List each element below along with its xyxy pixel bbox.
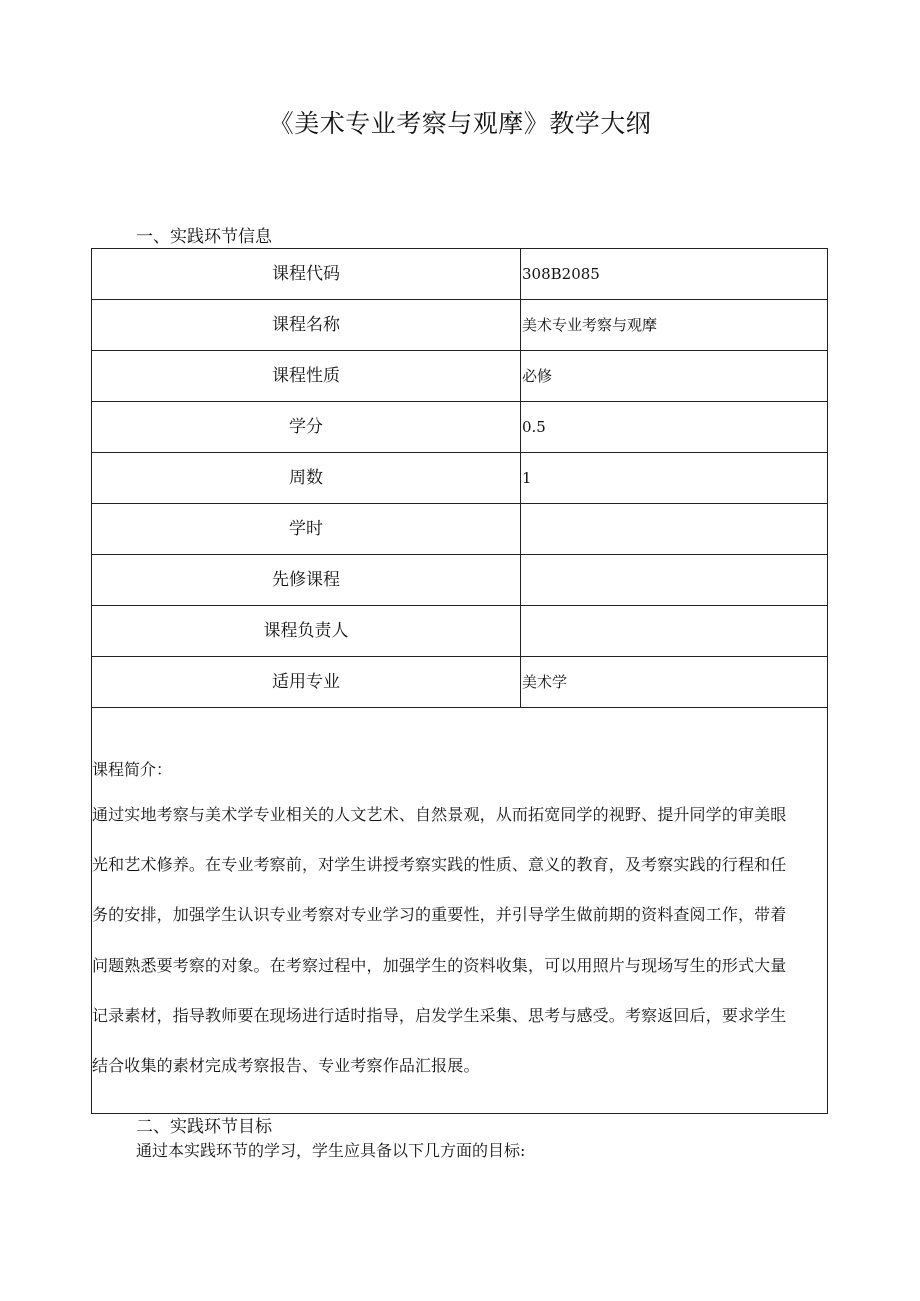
row-value: 美术学 xyxy=(522,673,568,691)
row-label: 课程代码 xyxy=(92,249,521,299)
table-row xyxy=(92,555,827,606)
row-label: 适用专业 xyxy=(92,657,521,707)
course-info-table xyxy=(91,248,828,1114)
course-intro-cell xyxy=(92,709,827,1112)
row-value: 308B2085 xyxy=(522,265,600,283)
table-row xyxy=(92,504,827,555)
row-value xyxy=(521,606,826,656)
row-label: 课程名称 xyxy=(92,300,521,350)
section-heading-practice-goals: 二、实践环节目标 xyxy=(136,1117,272,1137)
intro-line: 通过实地考察与美术学专业相关的人文艺术、自然景观，从而拓宽同学的视野、提升同学的审美眼 xyxy=(92,805,787,824)
row-label: 先修课程 xyxy=(92,555,521,605)
table-row xyxy=(92,300,827,351)
row-value: 美术专业考察与观摩 xyxy=(522,316,658,334)
intro-line: 记录素材，指导教师要在现场进行适时指导，启发学生采集、思考与感受。考察返回后，要求学生 xyxy=(92,1005,787,1025)
table-row xyxy=(92,606,827,657)
row-label: 学分 xyxy=(92,402,521,452)
row-value xyxy=(521,555,826,605)
course-intro-body xyxy=(92,803,827,1104)
table-row xyxy=(92,402,827,453)
document-title: 《美术专业考察与观摩》教学大纲 xyxy=(268,109,652,138)
row-label: 课程性质 xyxy=(92,351,521,401)
intro-line: 问题熟悉要考察的对象。在考察过程中，加强学生的资料收集，可以用照片与现场写生的形式大量 xyxy=(92,955,787,975)
row-value: 1 xyxy=(522,469,532,487)
table-row xyxy=(92,249,827,300)
row-label: 周数 xyxy=(92,453,521,503)
table-row xyxy=(92,657,827,708)
course-intro-heading: 课程简介： xyxy=(92,760,173,779)
table-row xyxy=(92,351,827,402)
section-goals-text: 通过本实践环节的学习，学生应具备以下几方面的目标: xyxy=(136,1141,526,1160)
row-value xyxy=(521,504,826,554)
row-value: 0.5 xyxy=(522,418,546,436)
intro-line: 务的安排，加强学生认识专业考察对专业学习的重要性，并引导学生做前期的资料查阅工作，带着 xyxy=(92,905,787,925)
section-heading-practice-info: 一、实践环节信息 xyxy=(136,227,272,247)
intro-line: 结合收集的素材完成考察报告、专业考察作品汇报展。 xyxy=(92,1055,480,1075)
row-value: 必修 xyxy=(522,367,553,385)
row-label: 学时 xyxy=(92,504,521,554)
table-row xyxy=(92,453,827,504)
row-label: 课程负责人 xyxy=(92,606,521,656)
intro-line: 光和艺术修养。在专业考察前，对学生讲授考察实践的性质、意义的教育，及考察实践的行程和任 xyxy=(92,855,787,875)
